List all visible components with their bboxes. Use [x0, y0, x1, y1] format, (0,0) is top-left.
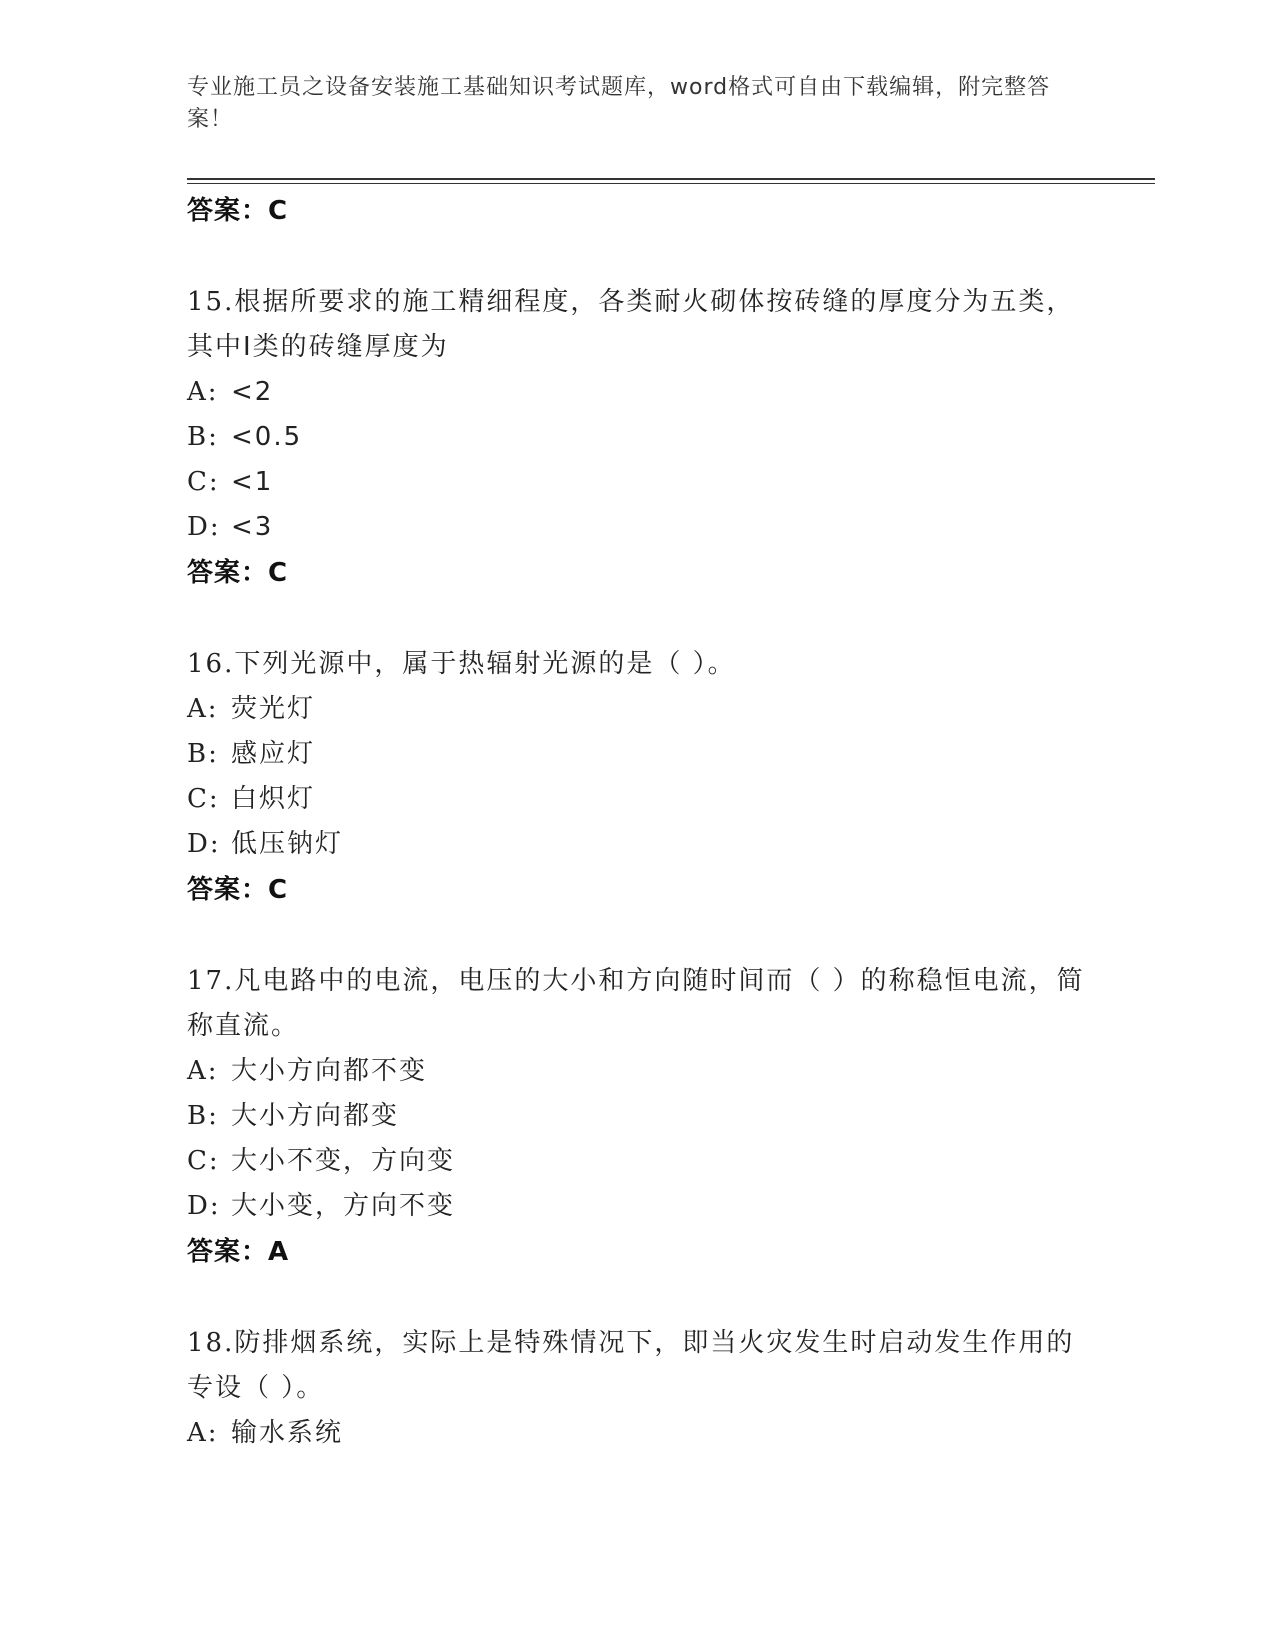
option-text: 白炽灯	[231, 784, 316, 814]
option-text: 大小变，方向不变	[231, 1191, 456, 1221]
option-label: D:	[187, 512, 221, 542]
option-d	[187, 1184, 1087, 1229]
document-header: 专业施工员之设备安装施工基础知识考试题库，word格式可自由下载编辑，附完整答案！	[187, 75, 1051, 132]
option-text: <1	[231, 467, 274, 497]
option-d	[187, 505, 1087, 550]
answer: 答案：A	[187, 1237, 290, 1267]
option-text: 输水系统	[231, 1418, 344, 1448]
question-number: 18.	[187, 1328, 235, 1358]
option-c	[187, 1139, 1087, 1184]
option-c	[187, 777, 1087, 822]
option-label: B:	[187, 739, 219, 769]
option-label: C:	[187, 1146, 220, 1176]
question-number: 15.	[187, 287, 235, 317]
question-text: 下列光源中，属于热辐射光源的是（ ）。	[234, 649, 736, 679]
option-label: C:	[187, 467, 220, 497]
question-stem	[187, 959, 1087, 1049]
question-text: 根据所要求的施工精细程度，各类耐火砌体按砖缝的厚度分为五类，其中Ⅰ类的砖缝厚度为	[187, 287, 1075, 362]
question-number: 17.	[187, 966, 235, 996]
header-rule-thin	[187, 183, 1155, 184]
option-label: A:	[187, 377, 219, 407]
question-16	[187, 642, 1087, 913]
option-b	[187, 1094, 1087, 1139]
question-15	[187, 280, 1087, 596]
option-label: D:	[187, 829, 221, 859]
option-a	[187, 687, 1087, 732]
option-text: <3	[231, 512, 274, 542]
question-number: 16.	[187, 649, 235, 679]
question-list	[187, 188, 1087, 1456]
option-a	[187, 1049, 1087, 1094]
previous-answer: 答案：C	[187, 196, 289, 226]
option-text: 大小方向都变	[231, 1101, 400, 1131]
option-label: A:	[187, 1056, 219, 1086]
answer: 答案：C	[187, 558, 289, 588]
option-label: B:	[187, 422, 219, 452]
question-stem	[187, 642, 1087, 687]
option-text: 荧光灯	[231, 694, 316, 724]
option-a	[187, 370, 1087, 415]
option-text: <0.5	[231, 422, 303, 452]
option-a	[187, 1411, 1087, 1456]
option-text: 大小不变，方向变	[231, 1146, 456, 1176]
option-text: <2	[231, 377, 274, 407]
option-text: 低压钠灯	[231, 829, 344, 859]
question-17	[187, 959, 1087, 1275]
header-rule-thick	[187, 178, 1155, 180]
question-stem	[187, 1321, 1087, 1411]
question-stem	[187, 280, 1087, 370]
option-c	[187, 460, 1087, 505]
option-label: B:	[187, 1101, 219, 1131]
option-b	[187, 415, 1087, 460]
question-text: 凡电路中的电流，电压的大小和方向随时间而（ ）的称稳恒电流，简称直流。	[187, 966, 1085, 1041]
option-text: 大小方向都不变	[231, 1056, 428, 1086]
option-label: A:	[187, 1418, 219, 1448]
option-d	[187, 822, 1087, 867]
answer: 答案：C	[187, 875, 289, 905]
option-text: 感应灯	[231, 739, 316, 769]
option-b	[187, 732, 1087, 777]
option-label: A:	[187, 694, 219, 724]
question-18	[187, 1321, 1087, 1456]
option-label: D:	[187, 1191, 221, 1221]
option-label: C:	[187, 784, 220, 814]
question-text: 防排烟系统，实际上是特殊情况下，即当火灾发生时启动发生作用的专设（ ）。	[187, 1328, 1075, 1403]
